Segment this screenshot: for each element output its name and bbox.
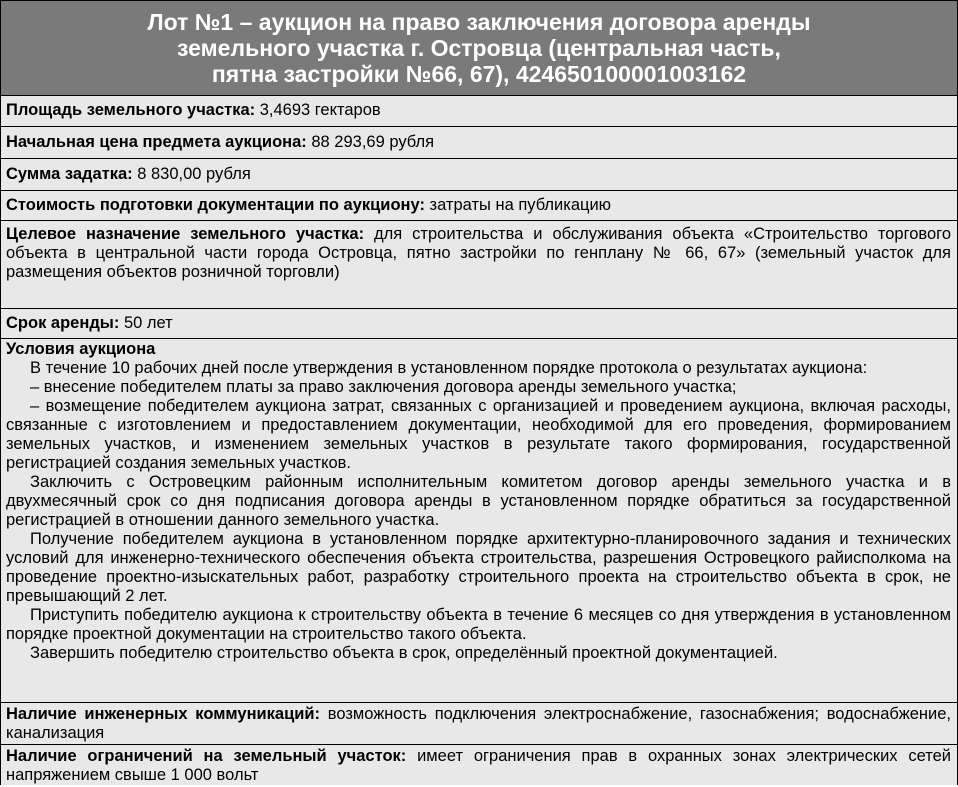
lot-title-line-3: пятна застройки №66, 67), 424650100001003162 (211, 61, 747, 87)
utilities-value: возможность подключения электроснабжение, газоснабжения; водоснабжение, канализация (6, 705, 951, 742)
row-area (1, 96, 957, 127)
row-restrictions (1, 745, 957, 785)
lot-title-line-2: земельного участка г. Островца (центральная часть, (177, 35, 781, 61)
condition-paragraph: Получение победителем аукциона в установленном порядке архитектурно-планировочного задания и технических условий для инженерно-технического обеспечения объекта строительства, разрешения Островецкого райисполкома на проведение проектно-изыскательных работ, разработку строительного проекта на строительство объекта в срок, не превышающий 2 лет. (6, 530, 951, 605)
docs-label: Стоимость подготовки документации по аукциону: (6, 196, 425, 214)
row-deposit (1, 159, 957, 191)
restrictions-value: имеет ограничения прав в охранных зонах электрических сетей напряжением свыше 1 000 вольт (6, 747, 952, 784)
price-value: 88 293,69 рубля (306, 133, 435, 151)
deposit-value: 8 830,00 рубля (132, 165, 251, 183)
condition-paragraph: Приступить победителю аукциона к строительству объекта в течение 6 месяцев со дня утверждения в установленном порядке проектной документации на строительство такого объекта. (6, 606, 951, 643)
lot-header (0, 0, 958, 96)
row-utilities (1, 703, 957, 745)
term-label: Срок аренды: (6, 314, 120, 332)
purpose-value: для строительства и обслуживания объекта «Строительство торгового объекта в центральной части города Островца, пятно застройки по генплану № 66, 67» (земельный участок для размещения объектов розничной торговли) (6, 225, 951, 281)
conditions-title: Условия аукциона (6, 340, 156, 358)
row-lease-term (1, 309, 957, 339)
price-label: Начальная цена предмета аукциона: (6, 133, 307, 151)
condition-paragraph: – возмещение победителем аукциона затрат, связанных с организацией и проведением аукциона, включая расходы, связанные с изготовлением и предоставлением документации, необходимой для его проведения, формированием земельных участков, и изменением земельных участков в результате такого формирования, государственной регистрацией создания земельных участков. (6, 397, 951, 472)
term-value: 50 лет (119, 314, 173, 332)
utilities-label: Наличие инженерных коммуникаций: (6, 705, 321, 723)
condition-paragraph: Завершить победителю строительство объекта в срок, определённый проектной документацией. (30, 644, 778, 662)
area-value: 3,4693 гектаров (255, 101, 381, 119)
docs-value: затраты на публикацию (424, 196, 612, 214)
area-label: Площадь земельного участка: (6, 101, 256, 119)
lot-details-table (0, 96, 958, 785)
lot-title-line-1: Лот №1 – аукцион на право заключения договора аренды (147, 9, 811, 35)
condition-paragraph: В течение 10 рабочих дней после утверждения в установленном порядке протокола о результатах аукциона: (30, 359, 868, 377)
condition-paragraph: Заключить с Островецким районным исполнительным комитетом договор аренды земельного участка и в двухмесячный срок со дня подписания договора аренды в установленном порядке обратиться за государственной регистрацией в отношении данного земельного участка. (6, 473, 951, 529)
row-purpose (1, 221, 957, 309)
purpose-label: Целевое назначение земельного участка: (6, 225, 365, 243)
deposit-label: Сумма задатка: (6, 165, 133, 183)
condition-paragraph: – внесение победителем платы за право заключения договора аренды земельного участка; (30, 378, 737, 396)
row-auction-conditions (1, 339, 957, 703)
row-start-price (1, 127, 957, 159)
row-docs-cost (1, 191, 957, 221)
restrictions-label: Наличие ограничений на земельный участок: (6, 747, 407, 765)
